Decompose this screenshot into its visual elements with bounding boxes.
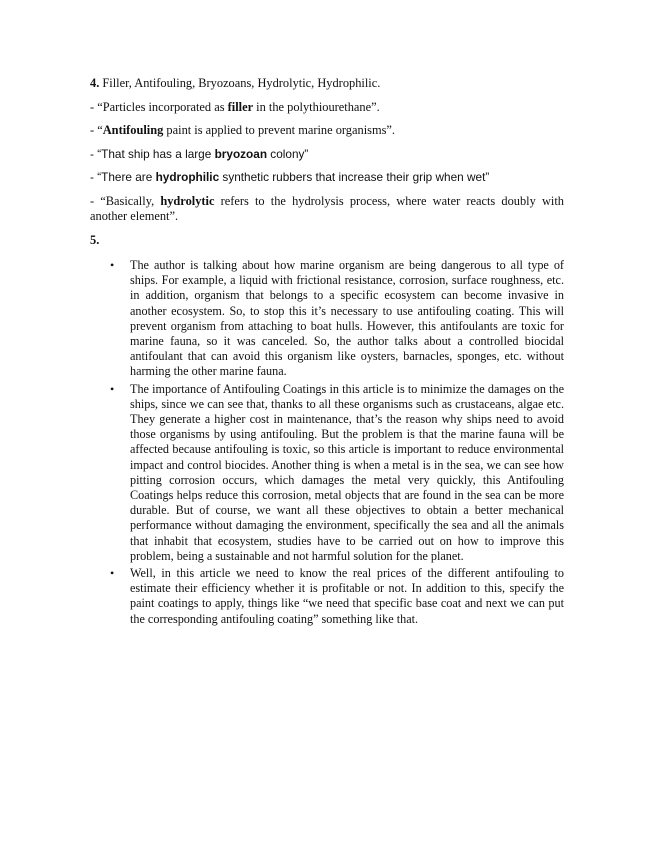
quote-filler xyxy=(90,100,564,116)
question-4-line xyxy=(90,76,564,92)
question-5-number: 5. xyxy=(90,232,100,247)
question-4-terms: Filler, Antifouling, Bryozoans, Hydrolytic, Hydrophilic. xyxy=(102,76,381,90)
list-item xyxy=(90,566,564,627)
quote-text: - “ xyxy=(90,123,103,137)
quote-keyword: Antifouling xyxy=(102,123,164,137)
quote-text: colony” xyxy=(267,146,309,161)
quote-text: - “There are xyxy=(90,170,156,184)
bullet-icon: • xyxy=(110,258,115,272)
quote-text: - “Basically, xyxy=(90,193,161,208)
document-page xyxy=(90,76,564,629)
bullet-icon: • xyxy=(110,381,115,396)
quote-keyword: hydrolytic xyxy=(160,193,215,208)
quote-text: refers to the hydrolysis process, where water reacts doubly with another element”. xyxy=(90,193,564,223)
quote-hydrolytic xyxy=(90,194,564,225)
quote-keyword: filler xyxy=(227,99,254,114)
list-item xyxy=(90,258,564,380)
bullet-icon: • xyxy=(110,566,115,581)
quote-bryozoan xyxy=(90,147,564,163)
list-item xyxy=(90,382,564,564)
bullet-paragraph: The importance of Antifouling Coatings in this article is to minimize the damages on the ships, since we can see that, thanks to all these organisms such as crustaceans, algae etc. They generate a higher cost in maintenance, that’s the reason why ships need to avoid those organisms by using antifouling. But the problem is that the marine fauna will be affected because antifouling is toxic, so this article is important to reduce environmental impact and control biocides. Another thing is when a metal is in the sea, we can see how pitting corrosion occurs, which damages the metal very quickly, this Antifouling Coatings helps reduce this corrosion, metal objects that are found in the sea can be more durable. But of course, we want all these objectives to obtain a better mechanical performance without damaging the environment, specifically the sea and all the animals that inhabit that ecosystem, studies have to be carried out on how to improve this problem, being a sustainable and not harmful solution for the planet. xyxy=(130,381,564,563)
bullet-paragraph: Well, in this article we need to know the real prices of the different antifouling to estimate their efficiency whether it is profitable or not. In addition to this, specify the paint coatings to apply, things like “we need that specific base coat and next we can put the corresponding antifouling coating” something like that. xyxy=(130,566,564,626)
quote-text: in the polythiourethane”. xyxy=(253,99,380,114)
quote-text: - “Particles incorporated as xyxy=(90,99,228,114)
bullet-paragraph: The author is talking about how marine organism are being dangerous to all type of ships. For example, a liquid with frictional resistance, corrosion, surface roughness, etc. in addition, organism that belongs to a specific ecosystem can become invasive in another ecosystem. So, to stop this it’s necessary to use antifouling coating. This will prevent organism from attaching to boat hulls. However, this antifoulants are toxic for marine fauna, so it was canceled. So, the author talks about a controlled biocidal antifoulant that can avoid this organism like oysters, barnacles, sponges, etc. without harming the other marine fauna. xyxy=(130,258,564,379)
quote-hydrophilic xyxy=(90,170,564,186)
quote-text: synthetic rubbers that increase their grip when wet” xyxy=(219,170,490,184)
question-4-number: 4. xyxy=(90,76,100,90)
quote-antifouling xyxy=(90,123,564,139)
quote-text: - “That ship has a large xyxy=(90,146,215,161)
quote-keyword: bryozoan xyxy=(214,146,268,161)
quote-keyword: hydrophilic xyxy=(155,170,220,184)
answer-bullet-list xyxy=(90,258,564,627)
quote-text: paint is applied to prevent marine organisms”. xyxy=(163,123,396,137)
